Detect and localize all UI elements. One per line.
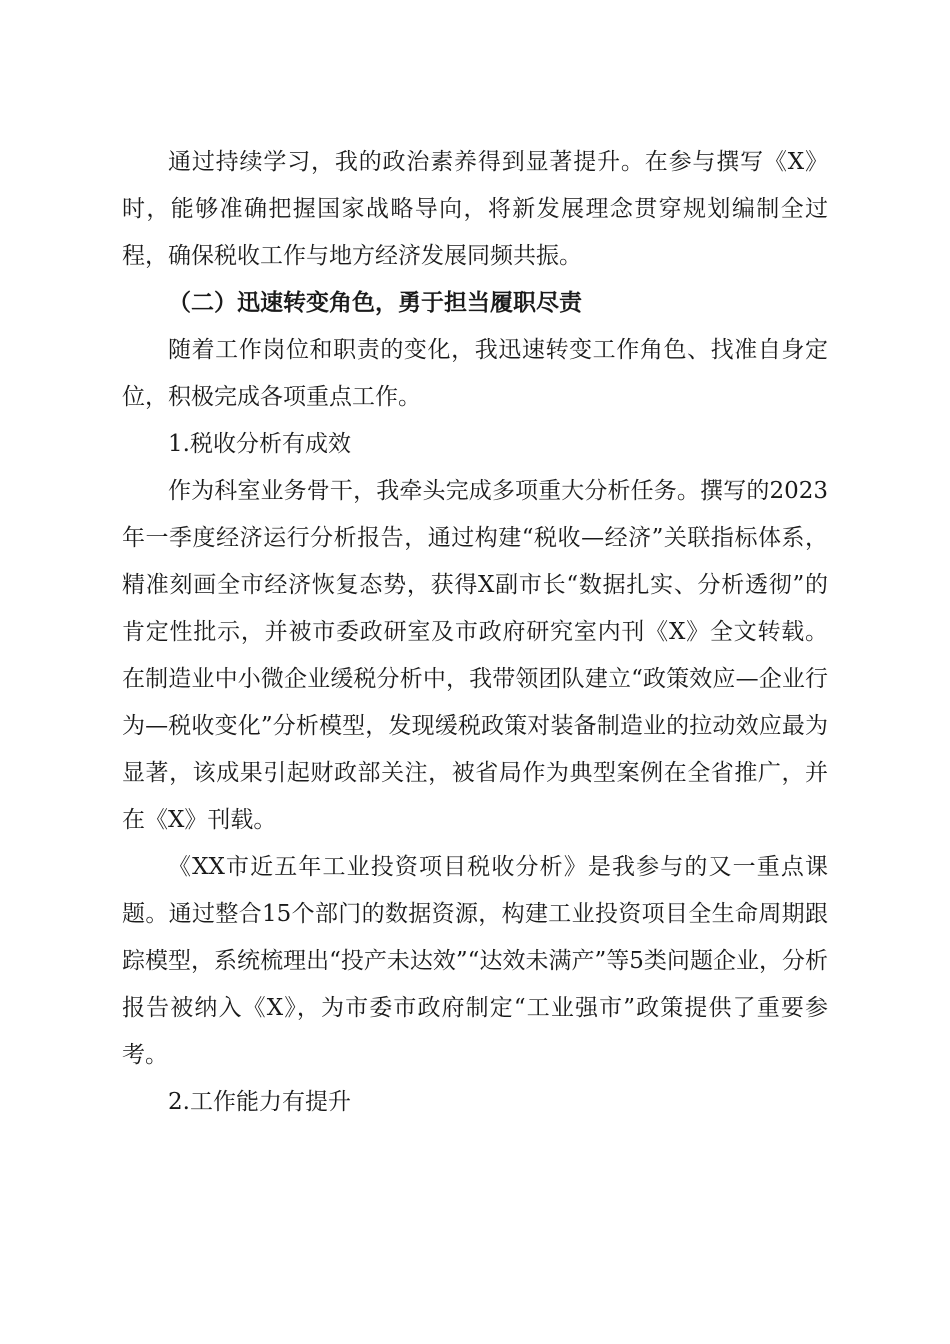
section-heading-role-change: （二）迅速转变角色，勇于担当履职尽责 bbox=[168, 290, 582, 316]
paragraph-political-literacy: 通过持续学习，我的政治素养得到显著提升。在参与撰写《X》时，能够准确把握国家战略导向，将新发展理念贯穿规划编制全过程，确保税收工作与地方经济发展同频共振。 bbox=[122, 149, 828, 269]
paragraph-tax-analysis: 作为科室业务骨干，我牵头完成多项重大分析任务。撰写的2023年一季度经济运行分析报告，通过构建“税收—经济”关联指标体系，精准刻画全市经济恢复态势，获得X副市长“数据扎实、分析透彻”的肯定性批示，并被市委政研室及市政府研究室内刊《X》全文转载。在制造业中小微企业缓税分析中，我带领团队建立“政策效应—企业行为—税收变化”分析模型，发现缓税政策对装备制造业的拉动效应最为显著，该成果引起财政部关注，被省局作为典型案例在全省推广，并在《X》刊载。 bbox=[122, 478, 828, 833]
subheading-tax-analysis: 1.税收分析有成效 bbox=[168, 431, 351, 457]
subheading-work-ability: 2.工作能力有提升 bbox=[168, 1089, 351, 1115]
paragraph-role-change: 随着工作岗位和职责的变化，我迅速转变工作角色、找准自身定位，积极完成各项重点工作。 bbox=[122, 337, 828, 410]
document-body bbox=[122, 139, 828, 1126]
paragraph-industrial-investment: 《XX市近五年工业投资项目税收分析》是我参与的又一重点课题。通过整合15个部门的数据资源，构建工业投资项目全生命周期跟踪模型，系统梳理出“投产未达效”“达效未满产”等5类问题企业，分析报告被纳入《X》，为市委市政府制定“工业强市”政策提供了重要参考。 bbox=[122, 854, 828, 1068]
